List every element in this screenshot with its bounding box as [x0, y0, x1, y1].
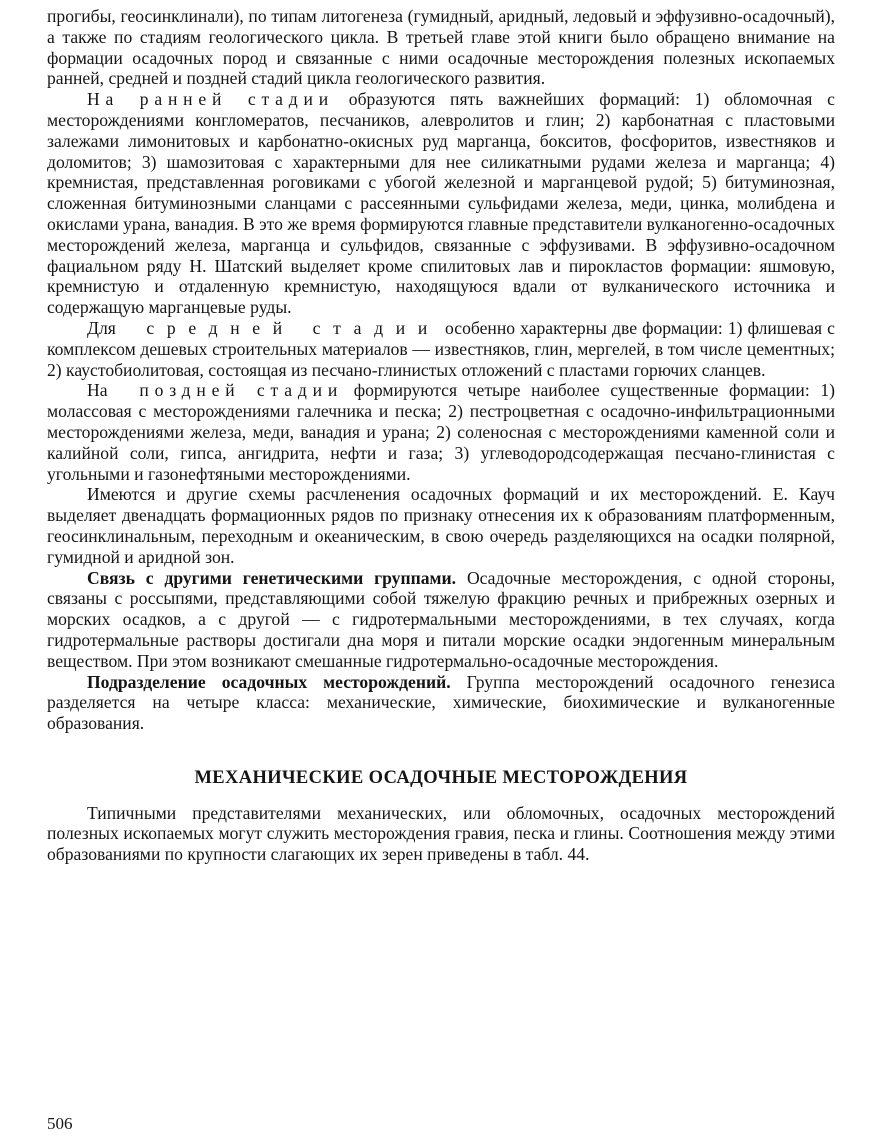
page-body — [47, 6, 835, 865]
middle-stage-text: особенно характерны две формации: 1) флишевая с комплексом дешевых строительных материалов — известняков, глин, мергелей, в том числе цементных; 2) каустобиолитовая, состоящая из песчано-глинистых отложений с пластами горючих сланцев. — [47, 317, 835, 380]
early-stage-lead: На ранней стадии — [87, 89, 334, 110]
paragraph-late-stage — [47, 380, 835, 484]
genetic-relations-text: Осадочные месторождения, с одной стороны, связаны с россыпями, представляющими собой тяжелую фракцию речных и прибрежных озерных и морских осадков, а с другой — с гидротермальными месторождениями, в тех случаях, когда гидротермальные растворы достигали дна моря и питали морские осадки эндогенным минеральным веществом. При этом возникают смешанные гидротермально-осадочные месторождения. — [47, 567, 835, 671]
paragraph-other-schemes: Имеются и другие схемы расчленения осадочных формаций и их месторождений. Е. Кауч выделяет двенадцать формационных рядов по признаку отнесения их к образованиям платформенным, геосинклинальным, переходным и океаническим, в свою очередь разделяющихся на осадки полярной, гумидной и аридной зон. — [47, 484, 835, 567]
subdivision-title: Подразделение осадочных месторождений. — [87, 671, 451, 692]
section-heading: МЕХАНИЧЕСКИЕ ОСАДОЧНЫЕ МЕСТОРОЖДЕНИЯ — [194, 767, 688, 788]
subdivision-text: Группа месторождений осадочного генезиса разделяется на четыре класса: механические, химические, биохимические и вулканогенные образования. — [47, 671, 835, 734]
late-stage-lead-word: На — [87, 380, 108, 401]
middle-stage-lead: средней стадии — [146, 317, 440, 338]
page-number: 506 — [47, 1114, 73, 1133]
paragraph-early-stage — [47, 89, 835, 318]
paragraph-middle-stage — [47, 318, 835, 380]
paragraph-formation-classification: прогибы, геосинклинали), по типам литогенеза (гумидный, аридный, ледовый и эффузивно-осадочный), а также по стадиям геологического цикла. В третьей главе этой книги было обращено внимание на формации осадочных пород и связанные с ними осадочные месторождения полезных ископаемых ранней, средней и поздней стадий цикла геологического развития. — [47, 6, 835, 89]
paragraph-genetic-relations — [47, 568, 835, 672]
late-stage-lead: поздней стадии — [139, 380, 344, 401]
paragraph-subdivision — [47, 672, 835, 734]
early-stage-text: образуются пять важнейших формаций: 1) обломочная с месторождениями конгломератов, песчаников, алевролитов и глин; 2) карбонатная с пластовыми залежами лимонитовых и карбонатно-окисных руд марганца, бокситов, фосфоритов, известняков и доломитов; 3) шамозитовая с характерными для нее силикатными рудами железа и марганца; 4) кремнистая, представленная роговиками с убогой железной и марганцевой рудой; 5) битуминозная, сложенная битуминозными сланцами с рассеянными сульфидами железа, меди, цинка, молибдена и окислами урана, ванадия. В это же время формируются главные представители вулканогенно-осадочных месторождений железа, марганца и сульфидов, связанные с эффузивами. В эффузивно-осадочном фациальном ряду Н. Шатский выделяет кроме спилитовых лав и пирокластов формации: яшмовую, кремнистую и отдаленную кремнистую, находящуюся вдали от вулканического источника и содержащую марганцевые руды. — [47, 89, 835, 318]
late-stage-text: формируются четыре наиболее существенные формации: 1) молассовая с месторождениями галечника и песка; 2) пестроцветная с осадочно-инфильтрационными месторождениями железа, меди, ванадия и урана; 2) соленосная с месторождениями каменной соли и калийной соли, гипса, ангидрита, нефти и газа; 3) углеводородсодержащая песчано-глинистая с угольными и газонефтяными месторождениями. — [47, 380, 835, 484]
genetic-relations-title: Связь с другими генетическими группами. — [87, 567, 457, 588]
paragraph-mechanical-deposits: Типичными представителями механических, или обломочных, осадочных месторождений полезных ископаемых могут служить месторождения гравия, песка и глины. Соотношения между этими образованиями по крупности слагающих их зерен приведены в табл. 44. — [47, 802, 835, 865]
middle-stage-lead-word: Для — [87, 317, 116, 338]
